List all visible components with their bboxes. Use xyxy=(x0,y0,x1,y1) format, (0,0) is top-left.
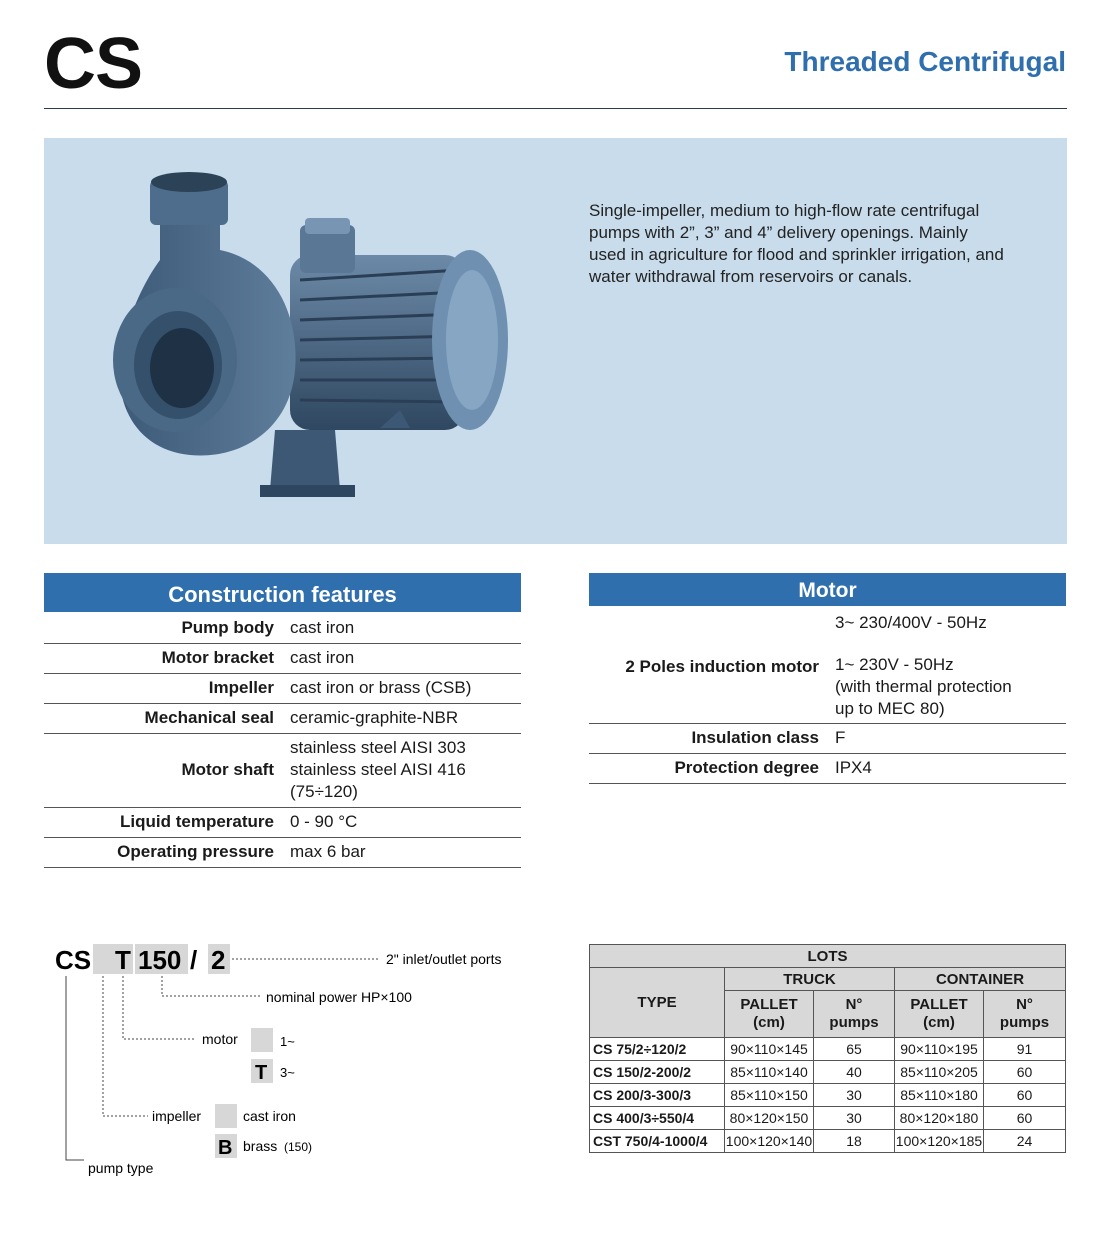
construction-features-heading: Construction features xyxy=(44,573,521,612)
lots-truck-pumps: 18 xyxy=(814,1130,895,1153)
lots-container-pumps: 60 xyxy=(984,1107,1066,1130)
code-label-ports: 2" inlet/outlet ports xyxy=(386,951,502,967)
code-motor-t-letter: T xyxy=(255,1062,268,1084)
lots-type: CS 75/2÷120/2 xyxy=(590,1038,725,1061)
lots-truck-pallet: 90×110×145 xyxy=(725,1038,814,1061)
model-code-diagram xyxy=(0,930,560,1190)
spec-row xyxy=(44,733,521,807)
page-title: CS xyxy=(44,24,143,104)
lots-container-header: CONTAINER xyxy=(895,968,1066,991)
lots-group-row xyxy=(590,968,1066,991)
lots-truck-pumps: 65 xyxy=(814,1038,895,1061)
spec-value-line xyxy=(835,634,1066,654)
lots-type: CS 200/3-300/3 xyxy=(590,1084,725,1107)
spec-label: Motor shaft xyxy=(44,733,290,807)
code-chip xyxy=(93,944,113,974)
code-part-ports: 2 xyxy=(211,945,226,975)
lots-container-pumps-header: N° pumps xyxy=(984,991,1066,1038)
code-chip xyxy=(215,1104,237,1128)
code-part-motor: T xyxy=(115,945,131,975)
spec-value-line: (with thermal protection xyxy=(835,677,1012,696)
table-row xyxy=(590,1038,1066,1061)
lots-container-pallet: 100×120×185 xyxy=(895,1130,984,1153)
lots-title-row xyxy=(590,945,1066,968)
code-chip xyxy=(251,1028,273,1052)
lots-container-pallet-header: PALLET (cm) xyxy=(895,991,984,1038)
code-impeller-cast-iron: cast iron xyxy=(243,1108,296,1124)
code-part-series: CS xyxy=(55,945,92,975)
spec-value-line: stainless steel AISI 303 xyxy=(290,738,466,757)
lots-container-pumps: 24 xyxy=(984,1130,1066,1153)
pump-illustration xyxy=(100,160,520,520)
spec-row xyxy=(44,673,521,703)
spec-label: Motor bracket xyxy=(44,643,290,673)
lots-truck-pumps: 30 xyxy=(814,1107,895,1130)
motor-heading: Motor xyxy=(589,573,1066,606)
spec-value-line: up to MEC 80) xyxy=(835,699,945,718)
spec-value: ceramic-graphite-NBR xyxy=(290,703,521,733)
lots-container-pumps: 91 xyxy=(984,1038,1066,1061)
table-row xyxy=(590,1130,1066,1153)
code-leader-line-type xyxy=(66,976,84,1160)
spec-row xyxy=(44,643,521,673)
lots-container-pallet: 80×120×180 xyxy=(895,1107,984,1130)
spec-row xyxy=(589,723,1066,753)
spec-value-line: stainless steel AISI 416 xyxy=(290,760,466,779)
spec-value xyxy=(835,607,1066,723)
spec-label: Mechanical seal xyxy=(44,703,290,733)
lots-truck-pallet-header: PALLET (cm) xyxy=(725,991,814,1038)
lots-truck-pallet: 100×120×140 xyxy=(725,1130,814,1153)
spec-value: cast iron or brass (CSB) xyxy=(290,673,521,703)
code-label-pump-type: pump type xyxy=(88,1160,154,1176)
spec-label: Impeller xyxy=(44,673,290,703)
spec-label: Protection degree xyxy=(589,753,835,783)
lots-truck-pumps-header: N° pumps xyxy=(814,991,895,1038)
spec-label: Insulation class xyxy=(589,723,835,753)
table-row xyxy=(590,1061,1066,1084)
spec-label: Operating pressure xyxy=(44,837,290,867)
code-impeller-brass-note: (150) xyxy=(284,1140,313,1154)
page-subtitle: Threaded Centrifugal xyxy=(784,46,1066,77)
code-motor-three-phase: 3~ xyxy=(280,1065,295,1080)
table-row xyxy=(590,1107,1066,1130)
table-row xyxy=(590,1084,1066,1107)
spec-value: F xyxy=(835,723,1066,753)
spec-value-line: 1~ 230V - 50Hz xyxy=(835,655,954,674)
lots-title: LOTS xyxy=(590,945,1066,968)
spec-row xyxy=(44,613,521,643)
lots-type: CST 750/4-1000/4 xyxy=(590,1130,725,1153)
lots-container-pumps: 60 xyxy=(984,1084,1066,1107)
lots-type: CS 150/2-200/2 xyxy=(590,1061,725,1084)
spec-value: IPX4 xyxy=(835,753,1066,783)
spec-value xyxy=(290,733,521,807)
spec-value: cast iron xyxy=(290,643,521,673)
code-motor-single-phase: 1~ xyxy=(280,1034,295,1049)
lots-truck-pallet: 85×110×140 xyxy=(725,1061,814,1084)
code-impeller-brass: brass xyxy=(243,1138,278,1154)
spec-row xyxy=(44,807,521,837)
lots-container-pumps: 60 xyxy=(984,1061,1066,1084)
code-label-motor: motor xyxy=(202,1031,238,1047)
code-label-impeller: impeller xyxy=(152,1108,202,1124)
lots-truck-header: TRUCK xyxy=(725,968,895,991)
lots-truck-pallet: 80×120×150 xyxy=(725,1107,814,1130)
code-leader-lines xyxy=(103,959,378,1116)
spec-value: max 6 bar xyxy=(290,837,521,867)
code-part-slash: / xyxy=(190,945,198,975)
construction-features-table xyxy=(44,613,521,868)
spec-row xyxy=(589,753,1066,783)
code-impeller-b-letter: B xyxy=(218,1137,233,1159)
spec-row xyxy=(44,837,521,867)
lots-container-pallet: 85×110×205 xyxy=(895,1061,984,1084)
lots-truck-pumps: 30 xyxy=(814,1084,895,1107)
lots-container-pallet: 90×110×195 xyxy=(895,1038,984,1061)
spec-label: Pump body xyxy=(44,613,290,643)
lots-container-pallet: 85×110×180 xyxy=(895,1084,984,1107)
lots-truck-pumps: 40 xyxy=(814,1061,895,1084)
spec-row xyxy=(589,607,1066,723)
header-divider xyxy=(44,108,1067,109)
spec-row xyxy=(44,703,521,733)
motor-table xyxy=(589,607,1066,784)
spec-value: cast iron xyxy=(290,613,521,643)
spec-value-line: (75÷120) xyxy=(290,782,358,801)
product-description: Single-impeller, medium to high-flow rate centrifugal pumps with 2”, 3” and 4” delivery openings. Mainly used in agriculture for flood and sprinkler irrigation, and water withdrawal from reservoirs or canals. xyxy=(589,201,1004,286)
spec-label: Liquid temperature xyxy=(44,807,290,837)
spec-value: 0 - 90 °C xyxy=(290,807,521,837)
code-label-power: nominal power HP×100 xyxy=(266,989,412,1005)
lots-type-header: TYPE xyxy=(590,968,725,1038)
lots-type: CS 400/3÷550/4 xyxy=(590,1107,725,1130)
lots-table xyxy=(589,944,1066,1153)
code-part-power: 150 xyxy=(138,945,182,975)
lots-truck-pallet: 85×110×150 xyxy=(725,1084,814,1107)
spec-label: 2 Poles induction motor xyxy=(589,607,835,723)
spec-value-line: 3~ 230/400V - 50Hz xyxy=(835,613,987,632)
